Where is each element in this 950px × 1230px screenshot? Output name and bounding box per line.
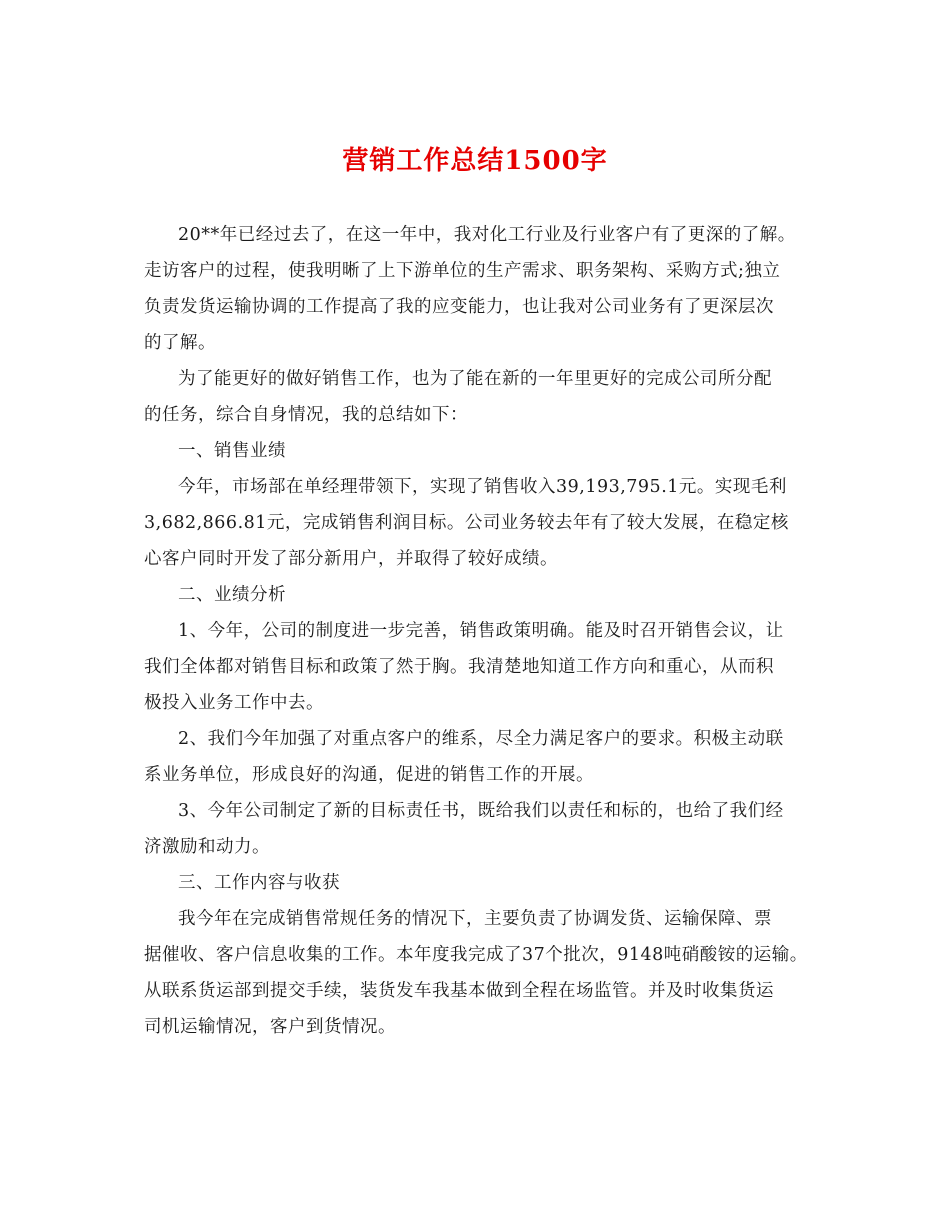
paragraph-line: 极投入业务工作中去。 bbox=[144, 693, 324, 713]
paragraph-line: 今年，市场部在单经理带领下，实现了销售收入39,193,795.1元。实现毛利 bbox=[178, 477, 787, 497]
section-heading: 一、销售业绩 bbox=[178, 441, 286, 461]
paragraph-line: 据催收、客户信息收集的工作。本年度我完成了37个批次，9148吨硝酸铵的运输。 bbox=[144, 945, 808, 965]
section-heading: 三、工作内容与收获 bbox=[178, 873, 340, 893]
paragraph-line: 司机运输情况，客户到货情况。 bbox=[144, 1017, 396, 1037]
paragraph-line: 3,682,866.81元，完成销售利润目标。公司业务较去年有了较大发展，在稳定核 bbox=[144, 513, 789, 533]
paragraph-line: 负责发货运输协调的工作提高了我的应变能力，也让我对公司业务有了更深层次 bbox=[144, 297, 774, 317]
paragraph-line: 20**年已经过去了，在这一年中，我对化工行业及行业客户有了更深的了解。 bbox=[178, 225, 796, 245]
paragraph-line: 从联系货运部到提交手续，装货发车我基本做到全程在场监管。并及时收集货运 bbox=[144, 981, 774, 1001]
paragraph-line: 我们全体都对销售目标和政策了然于胸。我清楚地知道工作方向和重心，从而积 bbox=[144, 657, 774, 677]
paragraph-line: 2、我们今年加强了对重点客户的维系，尽全力满足客户的要求。积极主动联 bbox=[178, 729, 784, 749]
paragraph-line: 系业务单位，形成良好的沟通，促进的销售工作的开展。 bbox=[144, 765, 594, 785]
section-heading: 二、业绩分析 bbox=[178, 585, 286, 605]
paragraph-line: 1、今年，公司的制度进一步完善，销售政策明确。能及时召开销售会议，让 bbox=[178, 621, 784, 641]
paragraph-line: 的任务，综合自身情况，我的总结如下： bbox=[144, 405, 468, 425]
paragraph-line: 3、今年公司制定了新的目标责任书，既给我们以责任和标的，也给了我们经 bbox=[178, 801, 784, 821]
paragraph-line: 心客户同时开发了部分新用户，并取得了较好成绩。 bbox=[144, 549, 558, 569]
paragraph-line: 为了能更好的做好销售工作，也为了能在新的一年里更好的完成公司所分配 bbox=[178, 369, 772, 389]
paragraph-line: 济激励和动力。 bbox=[144, 837, 270, 857]
paragraph-line: 走访客户的过程，使我明晰了上下游单位的生产需求、职务架构、采购方式;独立 bbox=[144, 261, 781, 281]
document-title: 营销工作总结1500字 bbox=[342, 146, 608, 176]
paragraph-line: 我今年在完成销售常规任务的情况下，主要负责了协调发货、运输保障、票 bbox=[178, 909, 772, 929]
paragraph-line: 的了解。 bbox=[144, 333, 216, 353]
